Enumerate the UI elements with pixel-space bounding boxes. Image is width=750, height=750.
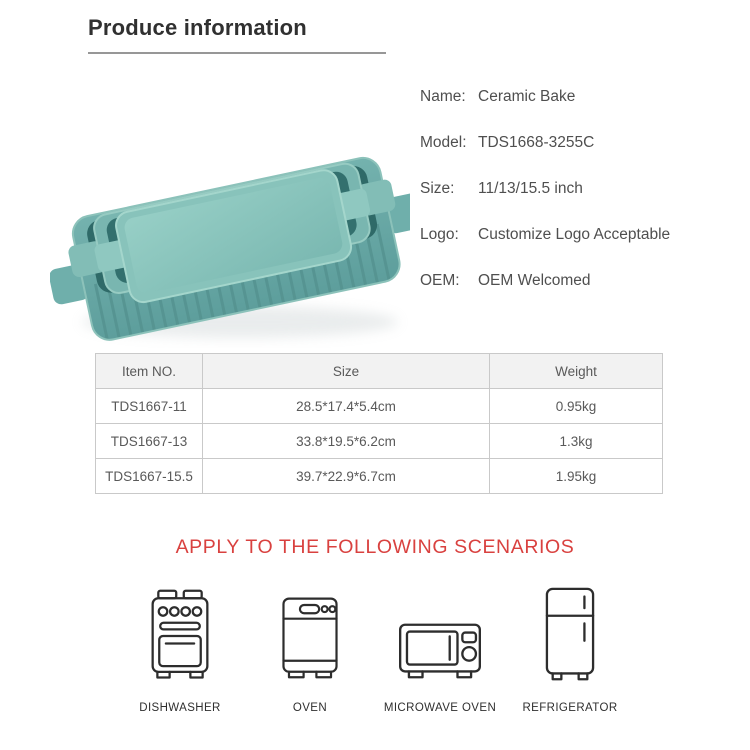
scenario-microwave	[375, 585, 505, 714]
spec-cell-weight: 1.3kg	[490, 424, 663, 459]
detail-label: Name:	[420, 88, 466, 105]
microwave-oven-icon	[396, 585, 484, 685]
page-title: Produce information	[88, 15, 307, 40]
detail-label: Logo:	[420, 226, 459, 243]
spec-cell-item: TDS1667-13	[96, 424, 203, 459]
product-image	[50, 78, 410, 350]
spec-cell-item: TDS1667-11	[96, 389, 203, 424]
spec-cell-size: 33.8*19.5*6.2cm	[203, 424, 490, 459]
table-row	[96, 389, 663, 424]
scenarios-row	[115, 585, 635, 714]
detail-label: Size:	[420, 180, 455, 197]
scenario-label: DISHWASHER	[139, 702, 221, 714]
detail-row-size	[420, 180, 720, 196]
detail-value: 11/13/15.5 inch	[478, 180, 583, 197]
refrigerator-icon	[539, 585, 601, 685]
spec-cell-size: 39.7*22.9*6.7cm	[203, 459, 490, 494]
spec-cell-size: 28.5*17.4*5.4cm	[203, 389, 490, 424]
spec-cell-weight: 0.95kg	[490, 389, 663, 424]
detail-row-model	[420, 134, 720, 150]
detail-row-oem	[420, 272, 720, 288]
detail-label: OEM:	[420, 272, 460, 289]
dishwasher-icon	[147, 585, 213, 685]
detail-value: OEM Welcomed	[478, 272, 591, 289]
detail-value: TDS1668-3255C	[478, 134, 595, 151]
spec-col-header-size: Size	[203, 354, 490, 389]
scenario-label: REFRIGERATOR	[522, 702, 618, 714]
spec-table-header-row	[96, 354, 663, 389]
scenario-oven	[245, 585, 375, 714]
table-row	[96, 424, 663, 459]
title-underline	[88, 52, 386, 54]
scenario-dishwasher	[115, 585, 245, 714]
product-details	[420, 88, 720, 318]
spec-col-header-weight: Weight	[490, 354, 663, 389]
detail-value: Ceramic Bake	[478, 88, 576, 105]
scenario-label: OVEN	[292, 702, 328, 714]
scenario-refrigerator	[505, 585, 635, 714]
scenario-label: MICROWAVE OVEN	[383, 702, 497, 714]
ceramic-bakeware-illustration	[50, 78, 410, 350]
spec-table	[95, 353, 663, 494]
detail-row-name	[420, 88, 720, 104]
detail-label: Model:	[420, 134, 467, 151]
spec-cell-weight: 1.95kg	[490, 459, 663, 494]
detail-value: Customize Logo Acceptable	[478, 226, 671, 243]
spec-cell-item: TDS1667-15.5	[96, 459, 203, 494]
oven-icon	[278, 585, 342, 685]
scenarios-title: APPLY TO THE FOLLOWING SCENARIOS	[175, 536, 575, 558]
spec-col-header-item: Item NO.	[96, 354, 203, 389]
detail-row-logo	[420, 226, 720, 242]
table-row	[96, 459, 663, 494]
